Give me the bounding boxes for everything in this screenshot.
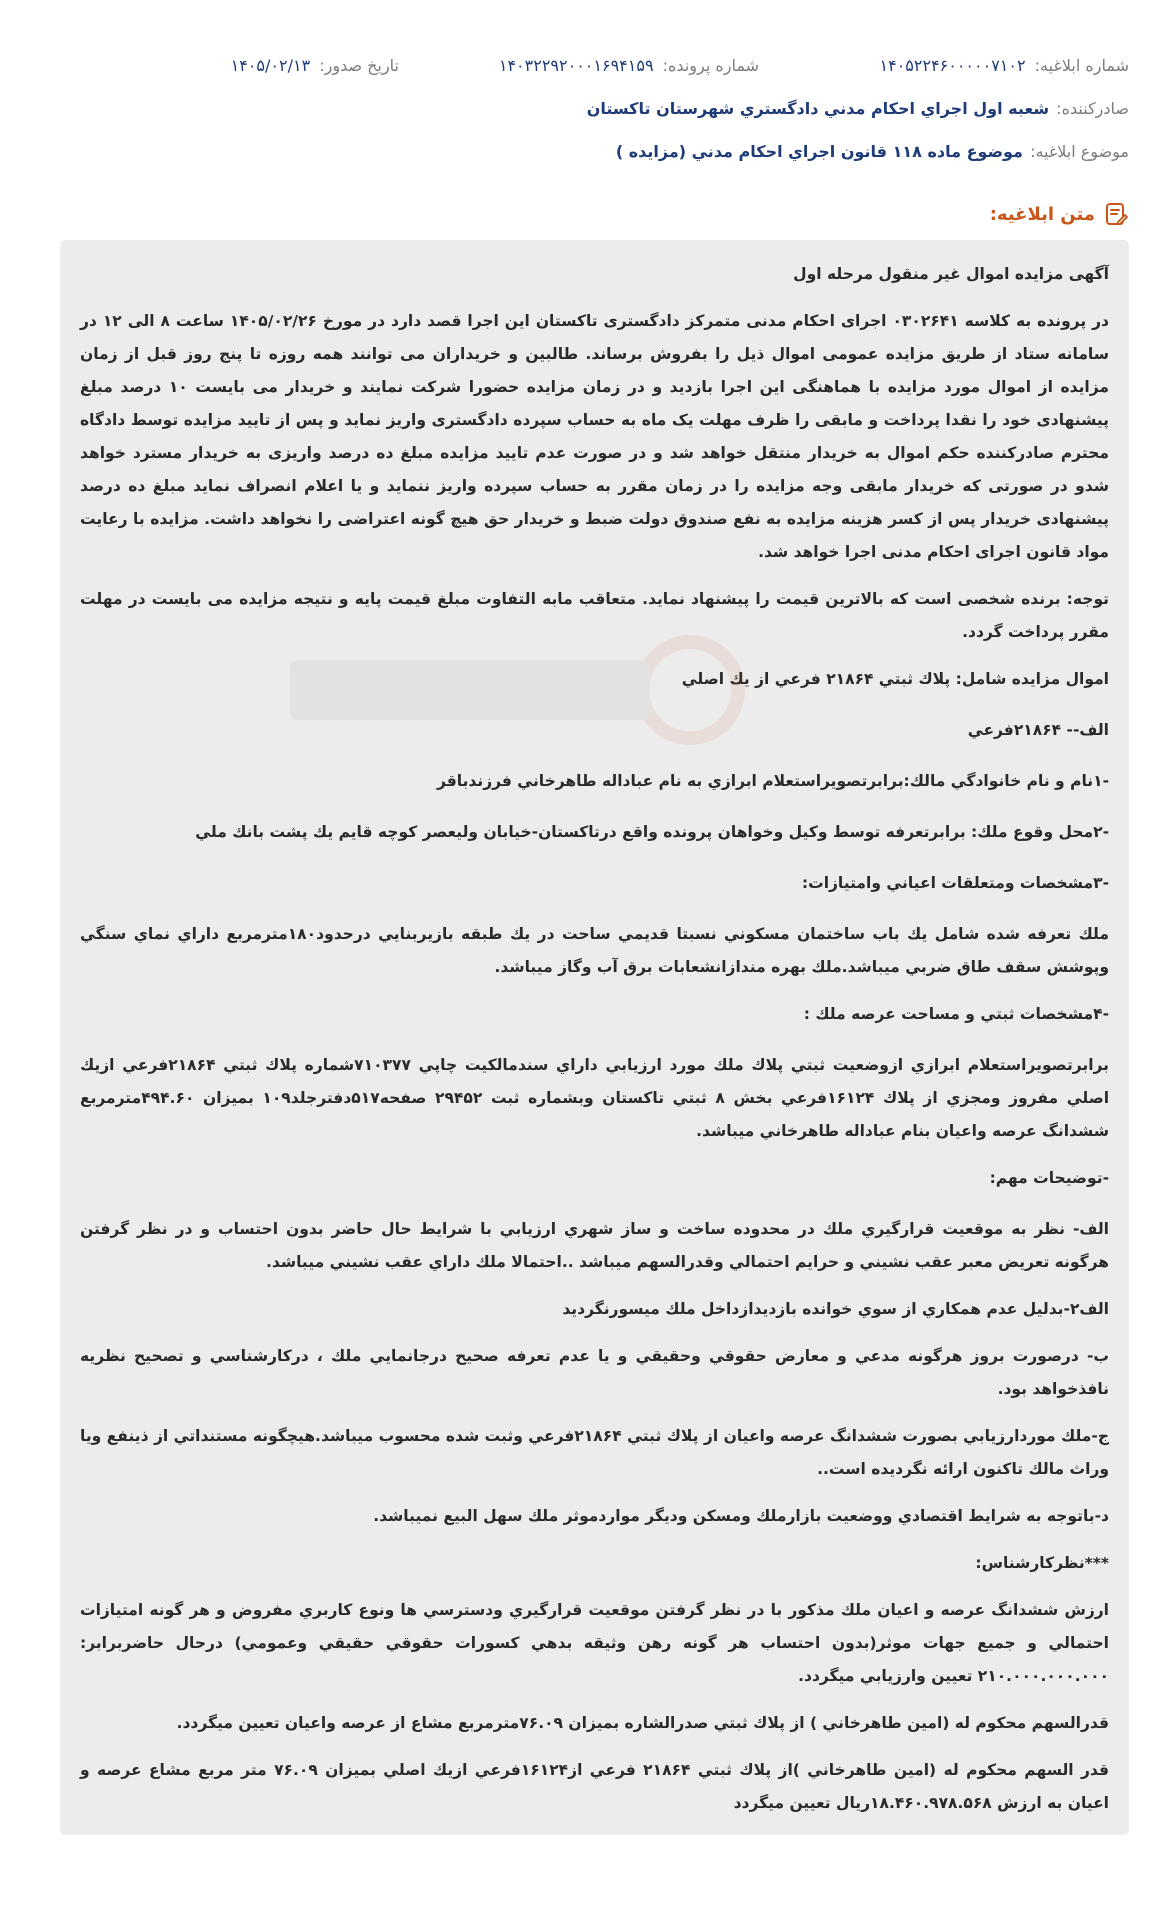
auction-items-paragraph: اموال مزايده شامل: پلاك ثبتي ۲۱۸۶۴ فرعي از يك اصلي xyxy=(681,670,1109,688)
share-paragraph: قدرالسهم محكوم له (امين طاهرخاني ) از پلاك ثبتي صدرالشاره بميزان ۷۶.۰۹مترمربع مشاع از عرصه واعيان تعيين ميگردد. xyxy=(176,1714,1109,1732)
issuer-label: صادرکننده: xyxy=(1056,99,1129,118)
document-edit-icon xyxy=(1103,201,1129,227)
subject-value: موضوع ماده ۱۱۸ قانون اجراي احكام مدني (مزايده ) xyxy=(615,142,1023,161)
note-a2-paragraph: الف۲-بدليل عدم همكاري از سوي خوانده بازديدازداخل ملك ميسورنگرديد xyxy=(562,1300,1109,1318)
notice-number xyxy=(879,56,1129,75)
property-specs-paragraph: ملك تعرفه شده شامل يك باب ساختمان مسكوني نسبتا قديمي ساحت در يك طبقه بازيربنايي درحدود۱۸۰مترمربع داراي نماي سنگي وپوشش سقف طاق ضربي ميباشد.ملك بهره مندازانشعابات برق آب وگاز ميباشد. xyxy=(80,925,1109,976)
important-notes-heading: -توضيحات مهم: xyxy=(989,1169,1109,1187)
issuer-value: شعبه اول اجراي احكام مدني دادگستري شهرستان تاكستان xyxy=(586,99,1050,118)
notice-title: آگهی مزایده اموال غیر منقول مرحله اول xyxy=(793,265,1109,283)
case-number-label: شماره پرونده: xyxy=(662,56,759,75)
registration-paragraph: برابرتصويراستعلام ابرازي ازوضعيت ثبتي پلاك ملك مورد ارزيابي داراي سندمالكيت چاپي ۷۱۰۳۷۷شماره پلاك ثبتي ۲۱۸۶۴فرعي ازيك اصلي مفروز ومجزي از پلاك ۱۶۱۲۴فرعي بخش ۸ ثبتي تاكستان وبشماره ثبت ۲۹۴۵۲ صفحه۵۱۷دفترجلد۱۰۹ بميزان ۴۹۴.۶۰مترمربع ششدانگ عرصه واعيان بنام عباداله طاهرخاني ميباشد. xyxy=(80,1056,1110,1140)
registration-heading: -۴مشخصات ثبتي و مساحت عرصه ملك : xyxy=(803,1005,1109,1023)
issue-date-label: تاریخ صدور: xyxy=(319,56,399,75)
note-d-paragraph: د-باتوجه به شرايط اقتصادي ووضعيت بازارملك ومسكن وديگر مواردموثر ملك سهل البيع نميباشد. xyxy=(373,1507,1109,1525)
notice-body-card xyxy=(60,240,1129,1835)
subject-label: موضوع ابلاغیه: xyxy=(1030,142,1129,161)
notice-text-heading xyxy=(990,201,1129,227)
owner-name-paragraph: -۱نام و نام خانوادگي مالك:برابرتصويراستعلام ابرازي به نام عباداله طاهرخاني فرزندباقر xyxy=(436,772,1109,790)
note-b-paragraph: ب- درصورت بروز هرگونه مدعي و معارض حقوقي وحقيقي و يا عدم تعرفه صحيح درجانمايي ملك ، دركارشناسي و تصحيح نظريه نافذخواهد بود. xyxy=(80,1347,1109,1398)
case-number xyxy=(499,56,759,75)
issue-date-value: ۱۴۰۵/۰۲/۱۳ xyxy=(230,56,311,75)
issue-date xyxy=(231,56,399,75)
case-number-value: ۱۴۰۳۲۲۹۲۰۰۰۱۶۹۴۱۵۹ xyxy=(498,56,654,75)
property-location-paragraph: -۲محل وقوع ملك: برابرتعرفه توسط وكيل وخواهان پرونده واقع درتاكستان-خيابان وليعصر كوچه قايم يك پشت بانك ملي xyxy=(195,823,1109,841)
attention-paragraph: توجه: برنده شخصی است که بالاترین قیمت را پیشنهاد نماید. متعاقب مابه التفاوت مبلغ قیمت پایه و نتیجه مزایده می بایست در مهلت مقرر پرداخت گردد. xyxy=(80,590,1109,641)
subject-line xyxy=(616,142,1129,161)
note-a-paragraph: الف- نظر به موقعيت قرارگيري ملك در محدوده ساخت و ساز شهري ارزيابي با شرايط حال حاضر بدون احتساب و در نظر گرفتن هرگونه تعريض معبر عقب نشيني و حرايم احتمالي وقدرالسهم ميباشد ..احتمالا ملك داراي عقب نشيني ميباشد. xyxy=(80,1220,1109,1271)
notice-meta-row xyxy=(45,56,1129,82)
valuation-paragraph: ارزش ششدانگ عرصه و اعيان ملك مذكور با در نظر گرفتن موقعيت قرارگيري ودسترسي ها ونوع كاربري مفروض و هر گونه امتيازات احتمالي و جميع جهات موثر(بدون احتساب هر گونه رهن وثيقه بدهي كسورات حقوقي حقيقي وعمومي) درحال حاضربرابر: ۲۱۰.۰۰۰.۰۰۰.۰۰۰ تعيين وارزيابي ميگردد. xyxy=(80,1601,1109,1685)
property-specs-heading: -۳مشخصات ومتعلقات اعياني وامتيازات: xyxy=(801,874,1109,892)
notice-number-label: شماره ابلاغیه: xyxy=(1034,56,1129,75)
expert-opinion-heading: ***نظركارشناس: xyxy=(975,1554,1109,1572)
note-c-paragraph: ج-ملك موردارزيابي بصورت ششدانگ عرصه واعيان از پلاك ثبتي ۲۱۸۶۴فرعي وثبت شده محسوب ميباشد.هيچگونه مستنداتي از ذينفع ويا وراث مالك تاكنون ارائه نگرديده است.. xyxy=(80,1427,1109,1478)
notice-text-heading-label: متن ابلاغیه: xyxy=(989,203,1095,225)
item-a-paragraph: الف-- ۲۱۸۶۴فرعي xyxy=(967,721,1109,739)
share-value-paragraph: قدر السهم محكوم له (امين طاهرخاني )از پلاك ثبتي ۲۱۸۶۴ فرعي از۱۶۱۲۴فرعي ازيك اصلي بميزان ۷۶.۰۹ متر مربع مشاع عرصه و اعيان به ارزش ۱۸.۴۶۰.۹۷۸.۵۶۸ريال تعيين ميگردد xyxy=(80,1761,1109,1812)
auction-terms-paragraph: در پرونده به کلاسه ۰۳۰۲۶۴۱ اجرای احکام مدنی متمرکز دادگستری تاکستان این اجرا قصد دارد در مورخ ۱۴۰۵/۰۲/۲۶ ساعت ۸ الی ۱۲ در سامانه ستاد از طریق مزایده عمومی اموال ذیل را بفروش برساند. طالبین و خریداران می توانند همه روزه تا پنج روز قبل از زمان مزایده از اموال مورد مزایده با هماهنگی این اجرا بازدید و در زمان مزایده حضورا شرکت نمایند و خریدار می بایست ۱۰ درصد مبلغ پیشنهادی خود را نقدا پرداخت و مابقی را ظرف مهلت یک ماه به حساب سپرده دادگستری واریز نماید و پس از تایید مزایده توسط دادگاه محترم صادرکننده حکم اموال به خریدار منتقل خواهد شد و در صورت عدم تایید مزایده مبلغ ده درصد واریزی به خریدار مسترد خواهد شدو در صورتی که خریدار مابقی وجه مزایده را در زمان مقرر به حساب سپرده واریز ننماید و یا اعلام انصراف نماید مبلغ ده درصد پیشنهادی خریدار پس از کسر هزینه مزایده به نفع صندوق دولت ضبط و خریدار حق هیچ گونه اعتراضی را نخواهد داشت. مزایده با رعایت مواد قانون اجرای احکام مدنی اجرا خواهد شد. xyxy=(80,312,1110,561)
issuer-line xyxy=(587,99,1129,118)
notice-number-value: ۱۴۰۵۲۲۴۶۰۰۰۰۰۷۱۰۲ xyxy=(879,56,1026,75)
